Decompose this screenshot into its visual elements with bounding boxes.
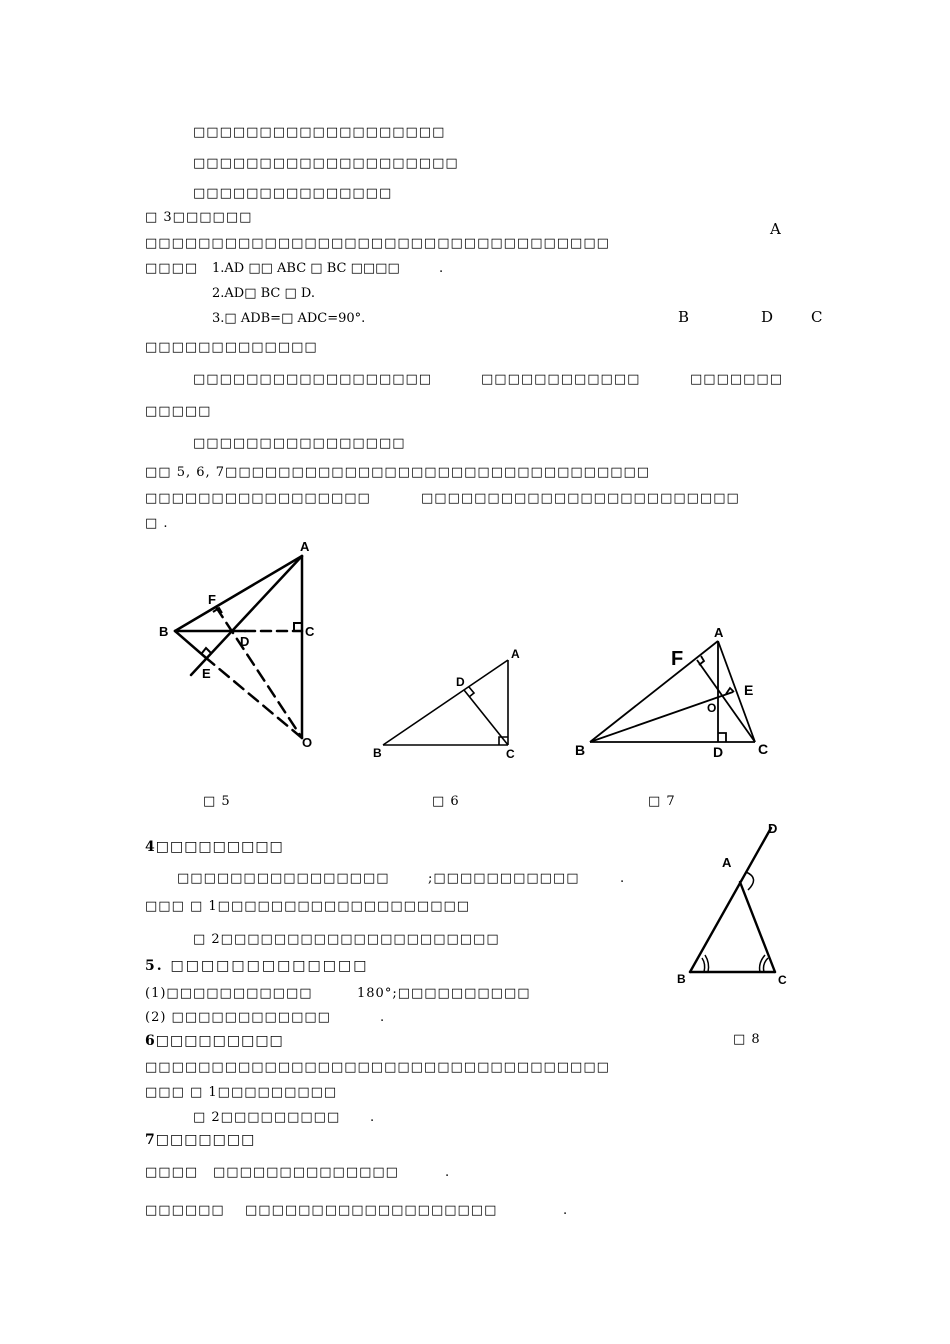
fig7-label-a: A (714, 625, 724, 640)
symbol-statement-2: 2.AD□ BC □ D. (212, 286, 316, 301)
segment-ba (590, 641, 718, 742)
fig7-label-e: E (744, 682, 754, 698)
right-angle-d (718, 733, 726, 742)
fig6-label-c: C (506, 747, 515, 761)
fig7-label-b: B (575, 742, 586, 758)
segment-ac (740, 882, 775, 972)
fig7-label-f: F (671, 648, 684, 670)
text-line-10a: □□□□□□□□□□□□□□□□□□ (193, 372, 433, 387)
angle-mark-a (746, 872, 754, 890)
fig8-label-c: C (778, 973, 787, 987)
fig8-label-a: A (722, 855, 732, 870)
figure-6 (368, 640, 528, 765)
fig5-label-f: F (208, 592, 216, 607)
fig7-label-d: D (713, 744, 724, 760)
text-line-5: □□□□□□□□□□□□□□□□□□□□□□□□□□□□□□□□□□□ (145, 236, 610, 251)
figure-7 (570, 625, 780, 765)
fig8-label-d: D (768, 821, 778, 836)
fig5-label-e: E (202, 666, 211, 681)
text-line-24: □□□□□□□□□□□□□□□□□□□□□□□□□□□□□□□□□□□ (145, 1060, 610, 1075)
right-angle-d (469, 687, 474, 697)
text-line-22-dot: . (380, 1010, 386, 1025)
fig5-label-c: C (305, 624, 315, 639)
fig8-label-b: B (677, 972, 686, 986)
example-3-heading: □ 3□□□□□□ (145, 210, 253, 225)
segment-be (590, 692, 733, 742)
segment-ba (383, 660, 508, 745)
segment-ae (191, 556, 302, 675)
right-angle-f (699, 656, 704, 665)
symbol-statement-1-dot: . (439, 261, 445, 276)
text-line-17a: □□□□□□□□□□□□□□□□ (177, 871, 390, 886)
side-label-d: D (761, 308, 775, 326)
symbol-statement-3: 3.□ ADB=□ ADC=90°. (212, 311, 366, 326)
text-line-29-dot: . (563, 1203, 569, 1218)
text-line-9: □□□□□□□□□□□□□ (145, 340, 318, 355)
text-line-3: □□□□□□□□□□□□□□□ (193, 186, 393, 201)
fig7-label-c: C (758, 741, 769, 757)
caption-fig-8: □ 8 (733, 1032, 761, 1047)
segment-ba (175, 556, 302, 631)
figure-8 (672, 818, 792, 990)
angle-mark-c1 (764, 958, 769, 972)
dashed-eo (205, 657, 302, 738)
text-line-25: □□□ □ 1□□□□□□□□□ (145, 1085, 338, 1100)
right-angle-e (202, 648, 211, 653)
side-label-a: A (770, 220, 782, 238)
side-label-b: B (678, 308, 691, 326)
symbol-statement-1: 1.AD □□ ABC □ BC □□□□ (212, 261, 400, 276)
text-line-14a: □□□□□□□□□□□□□□□□□ (145, 491, 371, 506)
fig5-label-d: D (240, 634, 250, 649)
fig7-label-o: O (707, 701, 717, 715)
text-line-19: □ 2□□□□□□□□□□□□□□□□□□□□□ (193, 932, 500, 947)
text-line-13: □□ 5, 6, 7□□□□□□□□□□□□□□□□□□□□□□□□□□□□□□□□ (145, 465, 651, 480)
text-line-28-dot: . (445, 1165, 451, 1180)
text-line-21a: (1)□□□□□□□□□□□ (145, 986, 313, 1001)
fig5-label-o: O (302, 735, 313, 750)
text-line-28b: □□□□□□□□□□□□□□ (213, 1165, 399, 1180)
caption-fig-6: □ 6 (432, 794, 460, 809)
section-7-heading: 7□□□□□□□ (145, 1132, 256, 1148)
text-line-28a: □□□□ (145, 1165, 199, 1180)
caption-fig-7: □ 7 (648, 794, 676, 809)
fig6-label-b: B (373, 746, 382, 760)
fig6-label-d: D (456, 675, 465, 689)
text-line-29b: □□□□□□□□□□□□□□□□□□□ (245, 1203, 498, 1218)
text-line-26-dot: . (370, 1110, 376, 1125)
angle-mark-b1 (702, 958, 705, 972)
text-line-10c: □□□□□□□ (690, 372, 783, 387)
fig6-label-a: A (511, 647, 520, 661)
text-line-10b: □□□□□□□□□□□□ (481, 372, 641, 387)
text-line-17b: ;□□□□□□□□□□□ (428, 871, 580, 886)
side-label-c: C (811, 308, 824, 326)
text-line-14b: □□□□□□□□□□□□□□□□□□□□□□□□ (421, 491, 740, 506)
text-line-15: □ . (145, 516, 169, 531)
text-line-26: □ 2□□□□□□□□□ (193, 1110, 341, 1125)
caption-fig-5: □ 5 (203, 794, 231, 809)
text-line-12: □□□□□□□□□□□□□□□□ (193, 436, 406, 451)
segment-bd (690, 828, 771, 972)
text-line-1: □□□□□□□□□□□□□□□□□□□ (193, 125, 446, 140)
text-line-21b: 180°;□□□□□□□□□□ (357, 986, 531, 1001)
angle-mark-b2 (705, 955, 709, 972)
section-5-heading: 5. □□□□□□□□□□□□□ (145, 958, 369, 974)
segment-be (175, 631, 205, 657)
symbols-label: □□□□ (145, 261, 199, 276)
section-6-heading: 6□□□□□□□□□ (145, 1033, 284, 1049)
text-line-11: □□□□□ (145, 404, 212, 419)
fig5-label-a: A (300, 539, 310, 554)
figure-5 (145, 535, 335, 755)
dashed-fo (216, 607, 302, 738)
section-4-heading: 4□□□□□□□□□ (145, 839, 284, 855)
text-line-2: □□□□□□□□□□□□□□□□□□□□ (193, 156, 459, 171)
fig5-label-b: B (159, 624, 169, 639)
text-line-18: □□□ □ 1□□□□□□□□□□□□□□□□□□□ (145, 899, 471, 914)
text-line-17-dot: . (620, 871, 626, 886)
text-line-22: (2) □□□□□□□□□□□□ (145, 1010, 331, 1025)
text-line-29a: □□□□□□ (145, 1203, 225, 1218)
